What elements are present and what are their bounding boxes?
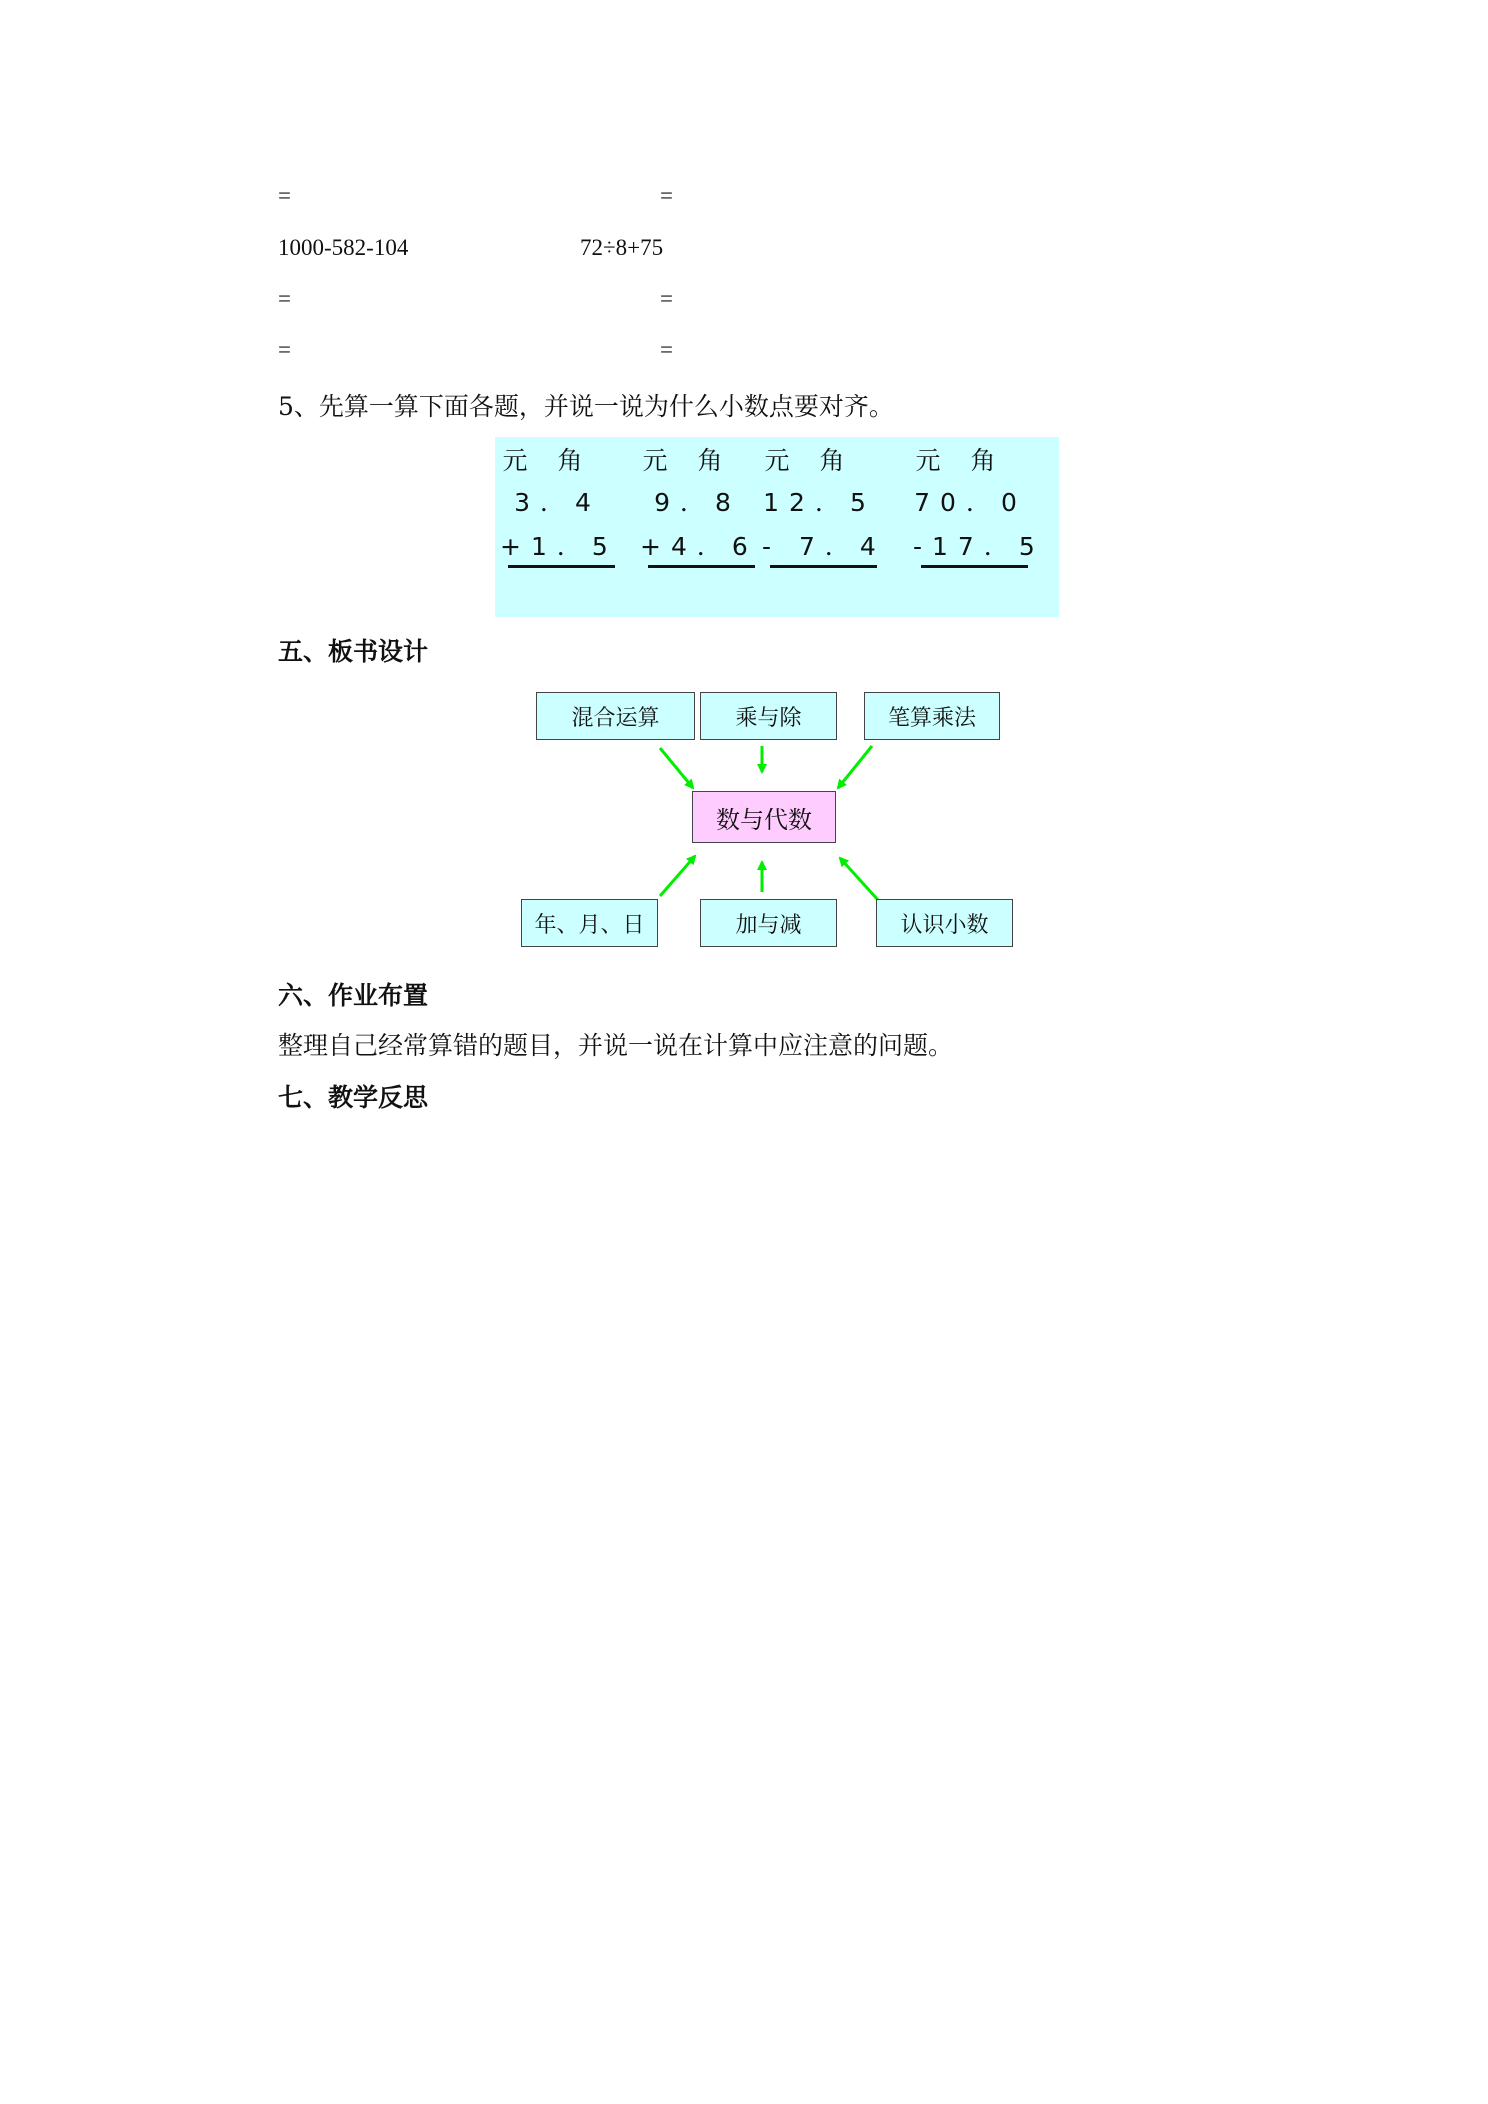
calc-right-1: = [660,183,673,208]
calc-left-2: 1000-582-104 [278,235,409,260]
section-7-heading: 七、教学反思 [278,1083,429,1112]
diagram-box-written-multiplication: 笔算乘法 [864,692,1000,740]
money-operand-b: - 7．4 [762,532,886,561]
money-unit-header: 元角 [764,446,875,475]
section-6-heading: 六、作业布置 [278,981,429,1010]
diagram-box-know-decimals: 认识小数 [876,899,1013,947]
calc-right-2: 72÷8+75 [580,235,664,260]
diagram-box-mixed-operations: 混合运算 [536,692,695,740]
diagram-box-multiply-divide: 乘与除 [700,692,837,740]
arrow-bottom-left [660,856,695,896]
question-5-text: 5、先算一算下面各题，并说一说为什么小数点要对齐。 [278,392,894,421]
calc-left-4: = [278,337,291,362]
money-unit-header: 元角 [502,446,613,475]
money-unit-header: 元角 [915,446,1026,475]
diagram-box-year-month-day: 年、月、日 [521,899,658,947]
arrow-bottom-right [840,858,878,900]
arrow-top-right [838,746,872,788]
section-5-heading: 五、板书设计 [278,637,429,666]
money-operand-b: +4．6 [640,532,758,561]
money-operand-a: 9．8 [654,488,741,517]
calc-right-3: = [660,286,673,311]
homework-text: 整理自己经常算错的题目，并说一说在计算中应注意的问题。 [278,1031,954,1060]
calc-right-4: = [660,337,673,362]
money-operand-a: 3．4 [514,488,601,517]
money-operand-b: +1．5 [500,532,618,561]
diagram-box-add-subtract: 加与减 [700,899,837,947]
money-operand-b: -17．5 [913,532,1045,561]
calc-left-3: = [278,286,291,311]
diagram-center-box: 数与代数 [692,791,836,843]
money-operand-a: 12．5 [763,488,876,517]
money-unit-header: 元角 [642,446,753,475]
arrow-top-left [660,748,693,788]
money-operand-a: 70．0 [914,488,1027,517]
calc-left-1: = [278,183,291,208]
